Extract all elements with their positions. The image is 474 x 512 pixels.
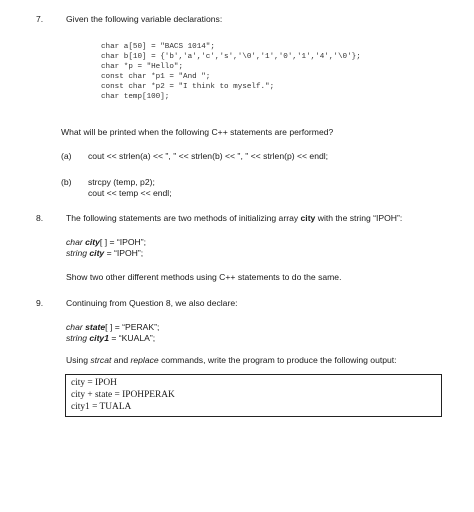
output-line-3: city1 = TUALA — [71, 402, 132, 412]
q7b-line2: cout << temp << endl; — [88, 188, 172, 198]
output-line-1: city = IPOH — [71, 378, 117, 388]
code-line-1: char a[50] = "BACS 1014"; — [101, 43, 215, 51]
code-line-3: char *p = "Hello"; — [101, 63, 184, 71]
output-line-2: city + state = IPOHPERAK — [71, 390, 175, 400]
q7-prompt: Given the following variable declarations: — [66, 14, 223, 24]
code-line-2: char b[10] = {'b','a','c','s','\0','1','0','1','4','\0'}; — [101, 53, 361, 61]
q9-number: 9. — [36, 298, 44, 308]
code-line-6: char temp[100]; — [101, 93, 170, 101]
q9-line1: char state[ ] = “PERAK”; — [66, 322, 160, 332]
q7a-label: (a) — [61, 151, 72, 161]
q8-number: 8. — [36, 213, 44, 223]
q8-prompt: The following statements are two methods of initializing array city with the string “IPOH”: — [66, 213, 403, 223]
q9-instruction: Using strcat and replace commands, write the program to produce the following output: — [66, 355, 397, 365]
q9-line2: string city1 = “KUALA”; — [66, 333, 156, 343]
q8-line2: string city = “IPOH”; — [66, 248, 144, 258]
q8-instruction: Show two other different methods using C++ statements to do the same. — [66, 272, 342, 282]
q7a-text: cout << strlen(a) << ", " << strlen(b) << ", " << strlen(p) << endl; — [88, 151, 329, 161]
code-line-4: const char *p1 = "And "; — [101, 73, 211, 81]
q7-question: What will be printed when the following C++ statements are performed? — [61, 127, 334, 137]
q8-line1: char city[ ] = “IPOH”; — [66, 237, 146, 247]
code-line-5: const char *p2 = "I think to myself."; — [101, 83, 275, 91]
q7b-label: (b) — [61, 177, 72, 187]
q7b-line1: strcpy (temp, p2); — [88, 177, 155, 187]
q9-prompt: Continuing from Question 8, we also declare: — [66, 298, 238, 308]
q7-number: 7. — [36, 14, 44, 24]
